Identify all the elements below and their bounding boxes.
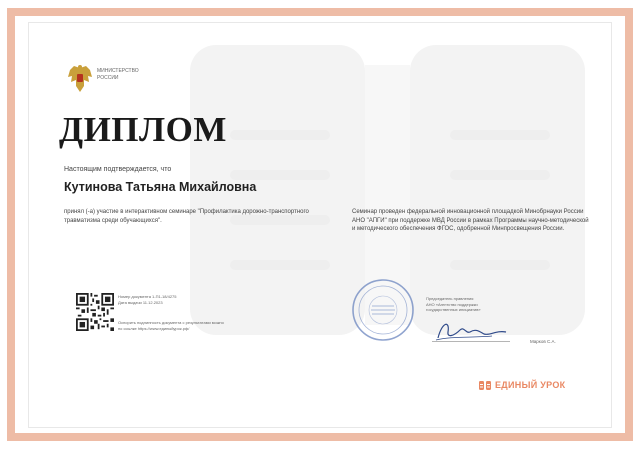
book-icon [479,381,491,390]
signer-name: Марков С.А. [530,339,556,344]
participation-text: принял (-а) участие в интерактивном семинаре "Профилактика дорожно-транспортного травматизма среди обучающихся". [64,209,309,224]
brand-name: ЕДИНЫЙ УРОК [495,380,566,390]
qr-code[interactable] [76,293,114,331]
certificate-info [118,294,238,305]
signer-title-line3: государственных инициатив» [426,307,481,312]
signer-title-line1: Председатель правления [426,296,474,301]
recipient-name: Кутинова Татьяна Михайловна [64,180,257,194]
ministry-name [97,68,167,82]
signature-line [432,341,510,342]
brand-logo [479,380,565,390]
signer-title-line2: АНО «Агентство поддержки [426,301,478,307]
official-stamp [351,278,415,342]
signer-title [426,296,526,313]
organizer-text: Семинар проведен федеральной инновационной площадкой Минобрнауки России АНО "АПГИ" при поддержке МВД России в рамках Программы научно-методической и методического обеспечения ФГОС, одобренной Минпросвещения России. [352,209,589,232]
verification-note [118,320,258,331]
verification-link[interactable]: по ссылке https://www.единыйурок.рф/ [118,325,190,331]
certificate-number: Номер документа 1-П1-18/4275 [118,294,177,299]
verification-line1: Оспорить подлинность документа с результатами можно [118,320,224,325]
ministry-name-line1: МИНИСТЕРСТВО [97,68,139,74]
diploma-title: ДИПЛОМ [59,110,227,149]
ministry-name-line2: РОССИИ [97,75,119,81]
certificate-date: Дата выдачи 11.12.2023 [118,299,163,305]
double-eagle-emblem-icon [66,64,94,94]
certify-text: Настоящим подтверждается, что [64,166,172,173]
